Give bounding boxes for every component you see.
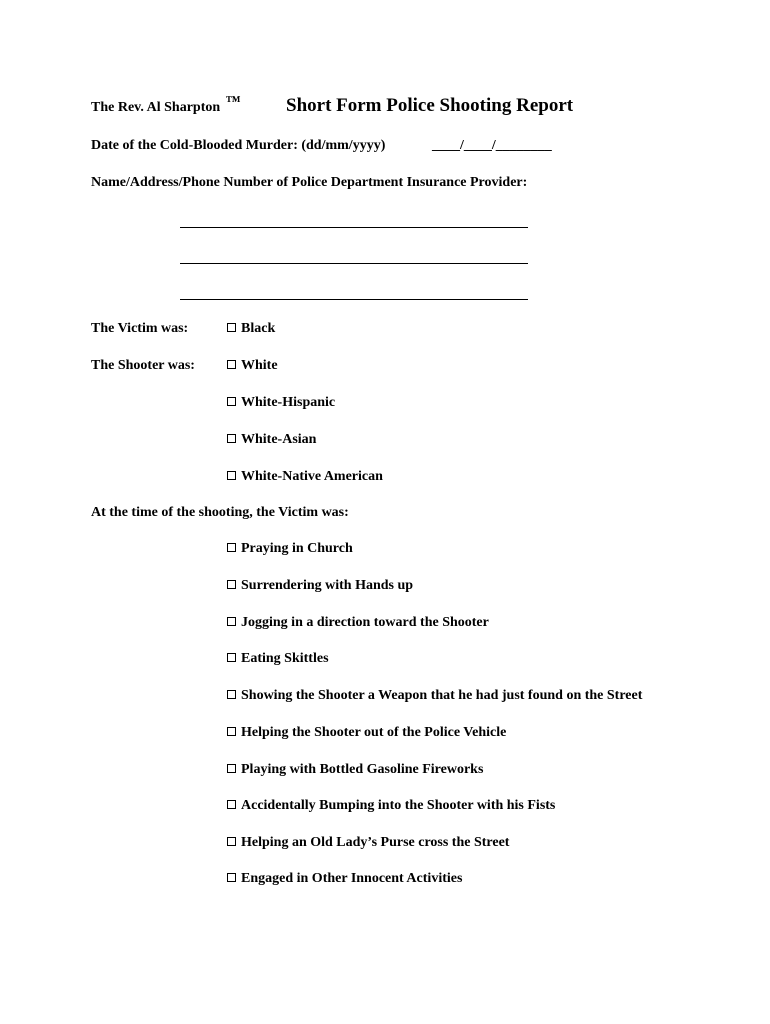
activity-option[interactable]: Showing the Shooter a Weapon that he had just found on the Street: [227, 688, 642, 704]
checkbox-icon[interactable]: [227, 837, 236, 846]
checkbox-icon[interactable]: [227, 323, 236, 332]
activity-option[interactable]: Praying in Church: [227, 541, 353, 557]
activity-option[interactable]: Helping the Shooter out of the Police Vehicle: [227, 725, 506, 741]
checkbox-icon[interactable]: [227, 471, 236, 480]
activity-option[interactable]: Eating Skittles: [227, 651, 329, 667]
activity-option[interactable]: Jogging in a direction toward the Shooter: [227, 615, 489, 631]
checkbox-icon[interactable]: [227, 434, 236, 443]
checkbox-icon[interactable]: [227, 727, 236, 736]
document-title: Short Form Police Shooting Report: [286, 95, 574, 116]
checkbox-icon[interactable]: [227, 580, 236, 589]
trademark-symbol: ™: [225, 94, 241, 110]
activity-option[interactable]: Surrendering with Hands up: [227, 578, 413, 594]
checkbox-icon[interactable]: [227, 617, 236, 626]
activity-option[interactable]: Engaged in Other Innocent Activities: [227, 871, 462, 887]
checkbox-icon[interactable]: [227, 690, 236, 699]
victim-label: The Victim was:: [91, 321, 189, 336]
date-label: Date of the Cold-Blooded Murder: (dd/mm/yyyy): [91, 138, 386, 153]
insurance-label: Name/Address/Phone Number of Police Department Insurance Provider:: [91, 175, 528, 190]
activity-option[interactable]: Playing with Bottled Gasoline Fireworks: [227, 762, 483, 778]
author-name: The Rev. Al Sharpton: [91, 100, 221, 115]
insurance-blank-line-3[interactable]: [180, 299, 528, 300]
shooter-option-white[interactable]: White: [227, 358, 278, 374]
activity-option[interactable]: Accidentally Bumping into the Shooter with his Fists: [227, 798, 555, 814]
insurance-blank-line-2[interactable]: [180, 263, 528, 264]
checkbox-icon[interactable]: [227, 653, 236, 662]
checkbox-icon[interactable]: [227, 397, 236, 406]
activity-option[interactable]: Helping an Old Lady’s Purse cross the Street: [227, 835, 509, 851]
insurance-blank-line-1[interactable]: [180, 227, 528, 228]
shooter-label: The Shooter was:: [91, 358, 195, 373]
checkbox-icon[interactable]: [227, 800, 236, 809]
checkbox-icon[interactable]: [227, 543, 236, 552]
shooter-option-white-native-american[interactable]: White-Native American: [227, 469, 383, 485]
shooter-option-white-hispanic[interactable]: White-Hispanic: [227, 395, 335, 411]
shooter-option-white-asian[interactable]: White-Asian: [227, 432, 316, 448]
checkbox-icon[interactable]: [227, 764, 236, 773]
activity-label: At the time of the shooting, the Victim was:: [91, 505, 349, 520]
checkbox-icon[interactable]: [227, 360, 236, 369]
date-blank-field[interactable]: ____/____/________: [432, 138, 552, 153]
author-line: [91, 94, 241, 116]
victim-option-black[interactable]: Black: [227, 321, 275, 337]
checkbox-icon[interactable]: [227, 873, 236, 882]
